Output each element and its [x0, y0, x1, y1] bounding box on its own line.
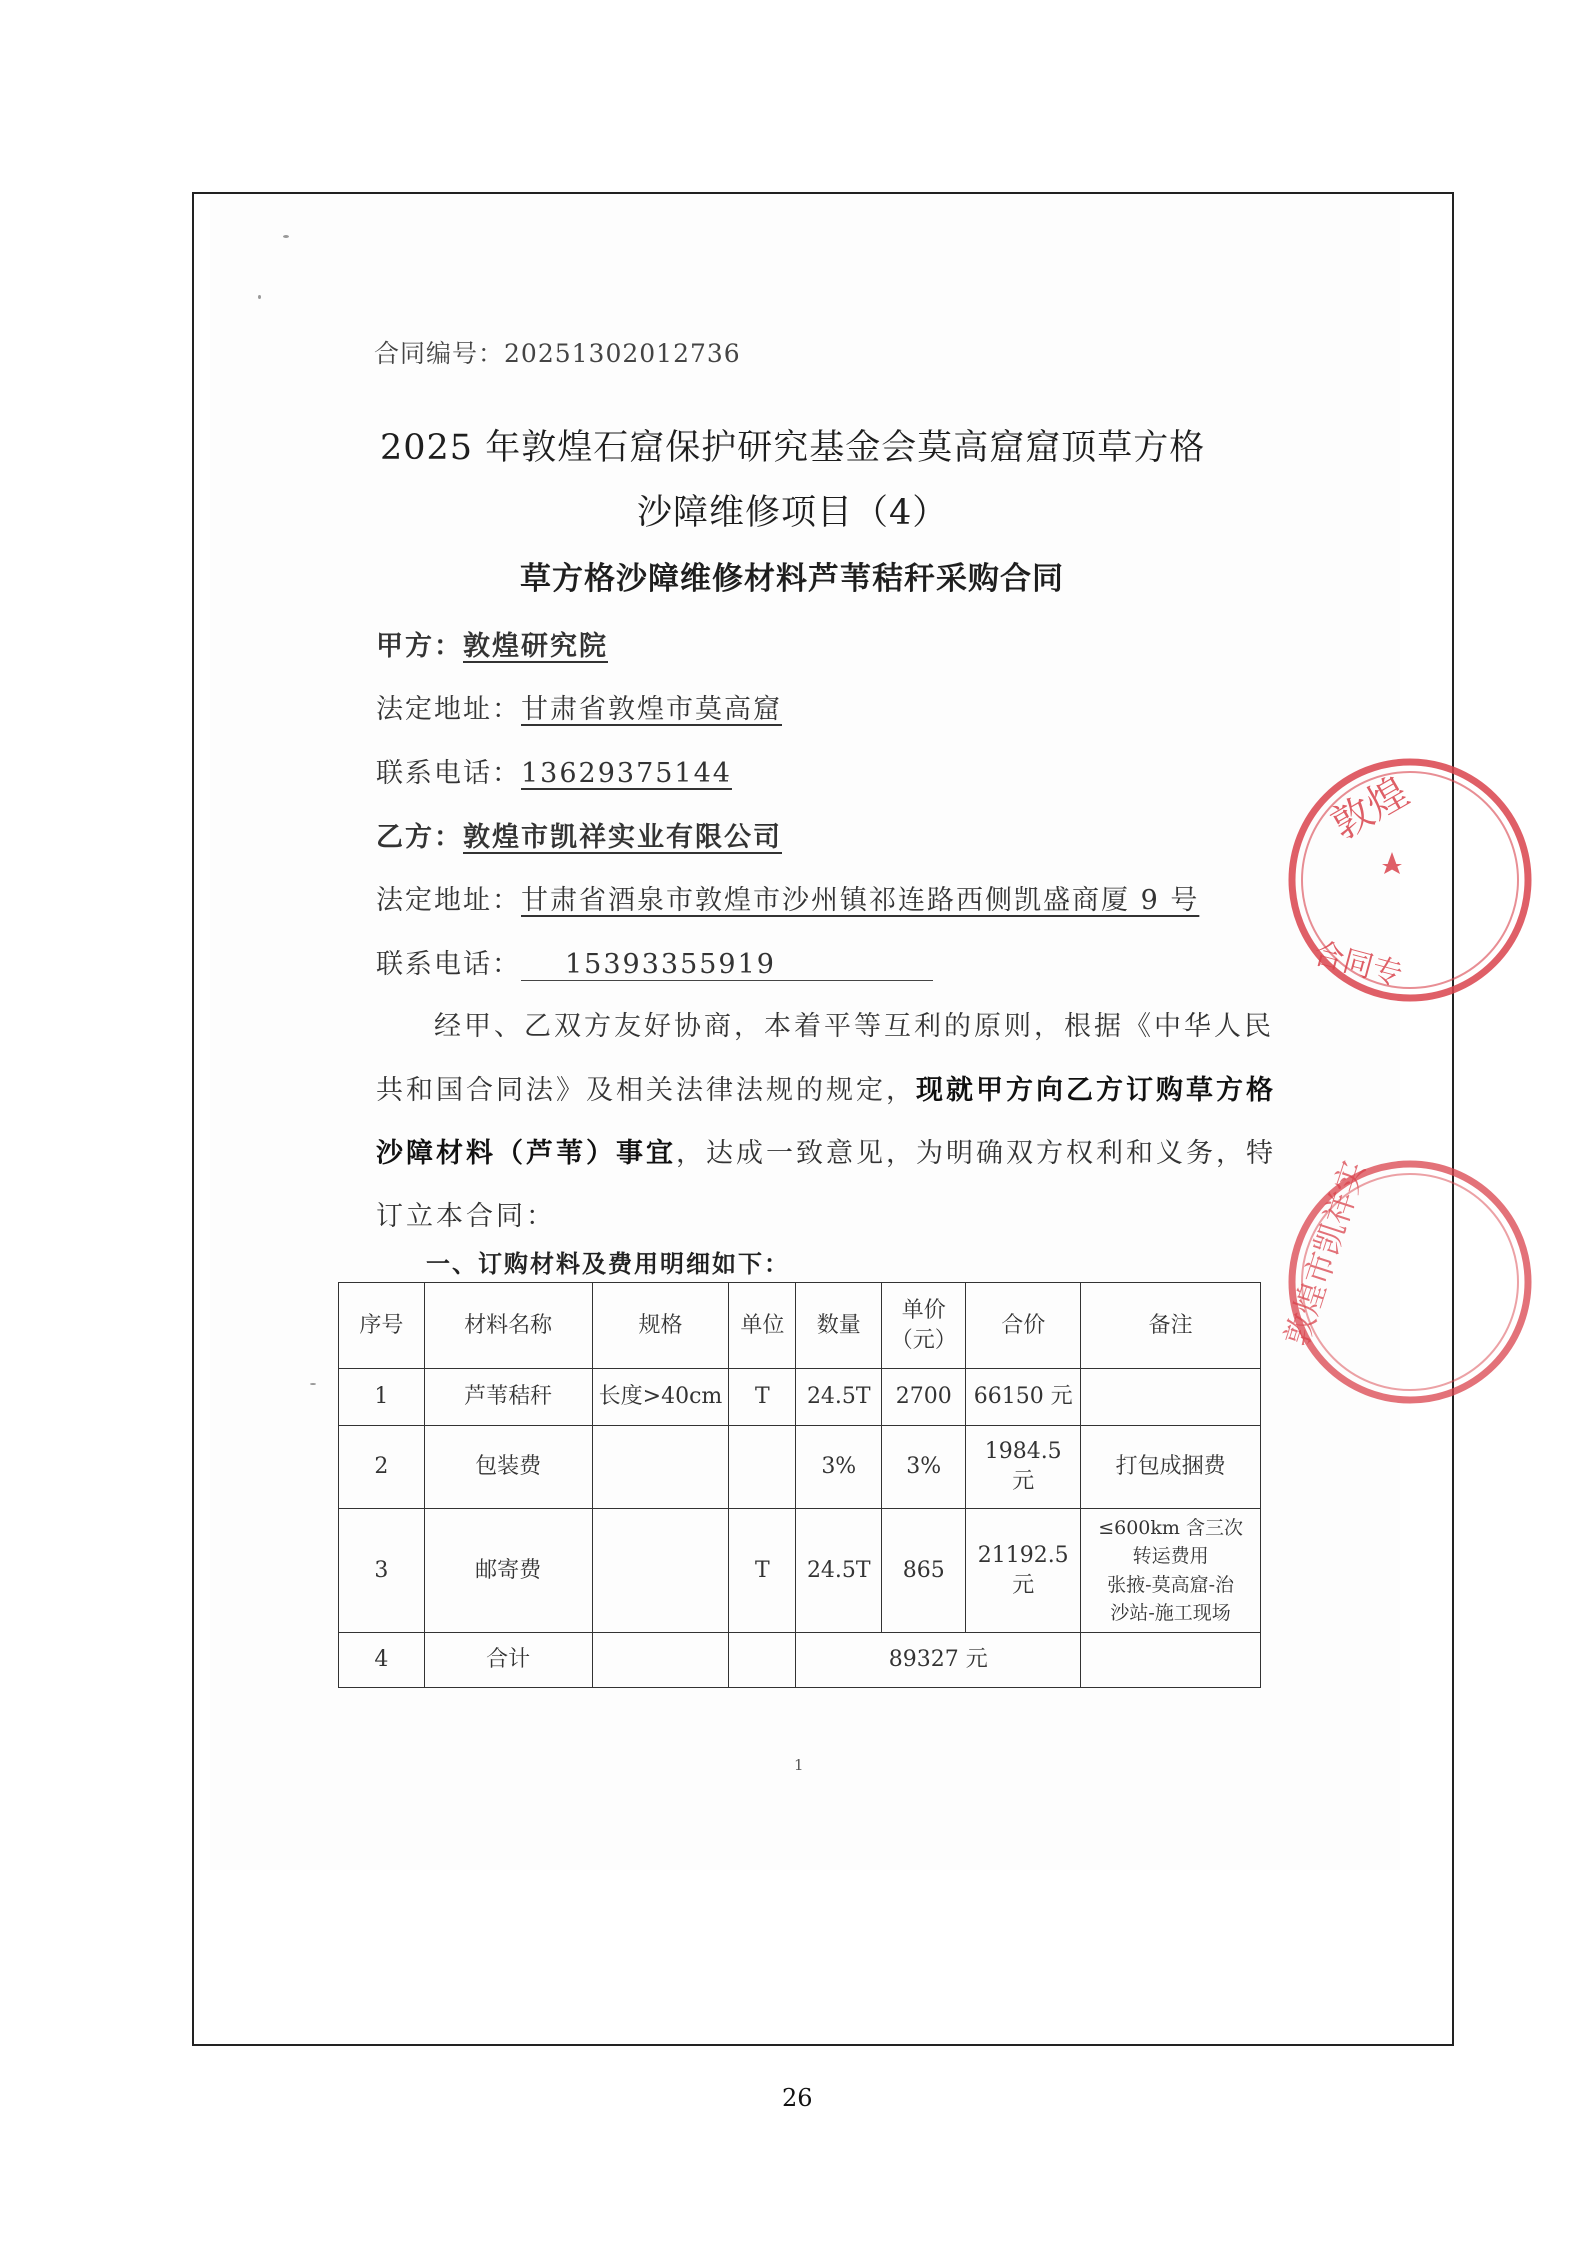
cell-spec — [592, 1426, 729, 1509]
contract-number-value: 20251302012736 — [504, 339, 741, 368]
page-number: 26 — [782, 2084, 813, 2112]
header-price-line1: 单价 — [901, 1297, 946, 1323]
title-line-3: 草方格沙障维修材料芦苇秸秆采购合同 — [520, 561, 1064, 597]
contract-number-label: 合同编号： — [374, 339, 505, 368]
cell-seq: 2 — [339, 1426, 425, 1509]
table-header-row — [339, 1283, 1261, 1369]
scan-speck — [310, 1383, 316, 1385]
cell-total: 66150 元 — [966, 1369, 1081, 1426]
table-sum-row — [339, 1633, 1261, 1688]
party-b-address-label: 法定地址： — [376, 885, 521, 916]
cell-seq: 4 — [339, 1633, 425, 1688]
party-a-phone-label: 联系电话： — [376, 758, 521, 789]
cell-seq: 1 — [339, 1369, 425, 1426]
inner-page-number: 1 — [794, 1756, 804, 1774]
cell-remark — [1081, 1369, 1261, 1426]
cell-qty: 3% — [796, 1426, 882, 1509]
cell-name: 芦苇秸秆 — [424, 1369, 592, 1426]
cell-qty: 24.5T — [796, 1369, 882, 1426]
body-line-1: 经甲、乙双方友好协商，本着平等互利的原则，根据《中华人民 — [434, 1011, 1274, 1042]
party-b-phone-value: 15393355919 — [565, 949, 776, 980]
party-a-address-label: 法定地址： — [376, 694, 521, 725]
company-seal-bottom — [1277, 1156, 1402, 1408]
table-row — [339, 1369, 1261, 1426]
body-line-2 — [376, 1068, 1276, 1107]
cell-unit: T — [729, 1509, 796, 1633]
title-line-1: 2025 年敦煌石窟保护研究基金会莫高窟窟顶草方格 — [380, 428, 1206, 468]
cell-price: 3% — [882, 1426, 966, 1509]
party-a-row — [376, 624, 608, 663]
cell-total-line2: 元 — [1012, 1469, 1035, 1494]
party-b-phone-label: 联系电话： — [376, 949, 521, 980]
cell-remark — [1081, 1633, 1261, 1688]
party-b-address: 甘肃省酒泉市敦煌市沙州镇祁连路西侧凯盛商厦 9 号 — [521, 885, 1200, 916]
remark-line: ≤600km 含三次 — [1098, 1516, 1243, 1539]
party-b-address-row — [376, 878, 1199, 917]
party-b-phone — [521, 949, 933, 981]
cell-name: 合计 — [424, 1633, 592, 1688]
header-name: 材料名称 — [424, 1283, 592, 1369]
party-b-label: 乙方： — [376, 822, 463, 853]
cell-remark: 打包成捆费 — [1081, 1426, 1261, 1509]
cell-total-line1: 1984.5 — [984, 1439, 1062, 1465]
header-total: 合价 — [966, 1283, 1081, 1369]
materials-table — [338, 1282, 1261, 1688]
body-line-4: 订立本合同： — [376, 1201, 556, 1232]
title-line-2: 沙障维修项目（4） — [637, 493, 949, 533]
cell-spec: 长度>40cm — [592, 1369, 729, 1426]
header-spec: 规格 — [592, 1283, 729, 1369]
scan-speck — [283, 235, 289, 238]
table-row — [339, 1509, 1261, 1633]
cell-qty: 24.5T — [796, 1509, 882, 1633]
cell-spec — [592, 1633, 729, 1688]
body-line-3 — [376, 1131, 1276, 1170]
body-line-3-plain: ，达成一致意见，为明确双方权利和义务，特 — [676, 1138, 1276, 1169]
party-a-address-row — [376, 687, 782, 726]
contract-number — [374, 334, 741, 370]
party-a-address: 甘肃省敦煌市莫高窟 — [521, 694, 782, 725]
header-unit: 单位 — [729, 1283, 796, 1369]
remark-line: 转运费用 — [1132, 1545, 1209, 1567]
body-line-3-bold: 沙障材料（芦苇）事宜 — [376, 1138, 676, 1169]
body-line-2-plain: 共和国合同法》及相关法律法规的规定， — [376, 1075, 916, 1106]
remark-line: 沙站-施工现场 — [1110, 1602, 1231, 1624]
header-price — [882, 1283, 966, 1369]
remark-line: 张掖-莫高窟-治 — [1107, 1573, 1234, 1596]
party-b-row — [376, 815, 782, 854]
seal-1-text: 敦煌 — [1324, 768, 1417, 849]
party-a-label: 甲方： — [376, 631, 463, 662]
cell-total-line1: 21192.5 — [977, 1542, 1069, 1568]
header-qty: 数量 — [796, 1283, 882, 1369]
cell-total — [966, 1509, 1081, 1633]
party-b-name: 敦煌市凯祥实业有限公司 — [463, 822, 782, 853]
cell-unit — [729, 1426, 796, 1509]
body-line-2-bold: 现就甲方向乙方订购草方格 — [916, 1075, 1276, 1106]
cell-name: 包装费 — [424, 1426, 592, 1509]
cell-name: 邮寄费 — [424, 1509, 592, 1633]
table-row — [339, 1426, 1261, 1509]
seal-2-text: 敦煌市凯祥实 — [1277, 1156, 1373, 1351]
company-seal-top — [1282, 752, 1417, 1012]
party-a-name: 敦煌研究院 — [463, 631, 608, 662]
cell-total-line2: 元 — [1012, 1572, 1035, 1598]
cell-price: 865 — [882, 1509, 966, 1633]
header-price-line2: （元） — [890, 1327, 957, 1353]
cell-price: 2700 — [882, 1369, 966, 1426]
cell-unit — [729, 1633, 796, 1688]
party-b-phone-row — [376, 942, 933, 981]
cell-total — [966, 1426, 1081, 1509]
cell-sum-total: 89327 元 — [796, 1633, 1081, 1688]
cell-unit: T — [729, 1369, 796, 1426]
cell-spec — [592, 1509, 729, 1633]
party-a-phone: 13629375144 — [521, 758, 732, 789]
header-seq: 序号 — [339, 1283, 425, 1369]
cell-seq: 3 — [339, 1509, 425, 1633]
header-remark: 备注 — [1081, 1283, 1261, 1369]
party-a-phone-row — [376, 751, 732, 790]
seal-1-subtext: 合同专 — [1309, 935, 1406, 994]
section-title: 一、订购材料及费用明细如下： — [426, 1249, 790, 1278]
scan-speck — [258, 295, 261, 299]
cell-remark — [1081, 1509, 1261, 1633]
